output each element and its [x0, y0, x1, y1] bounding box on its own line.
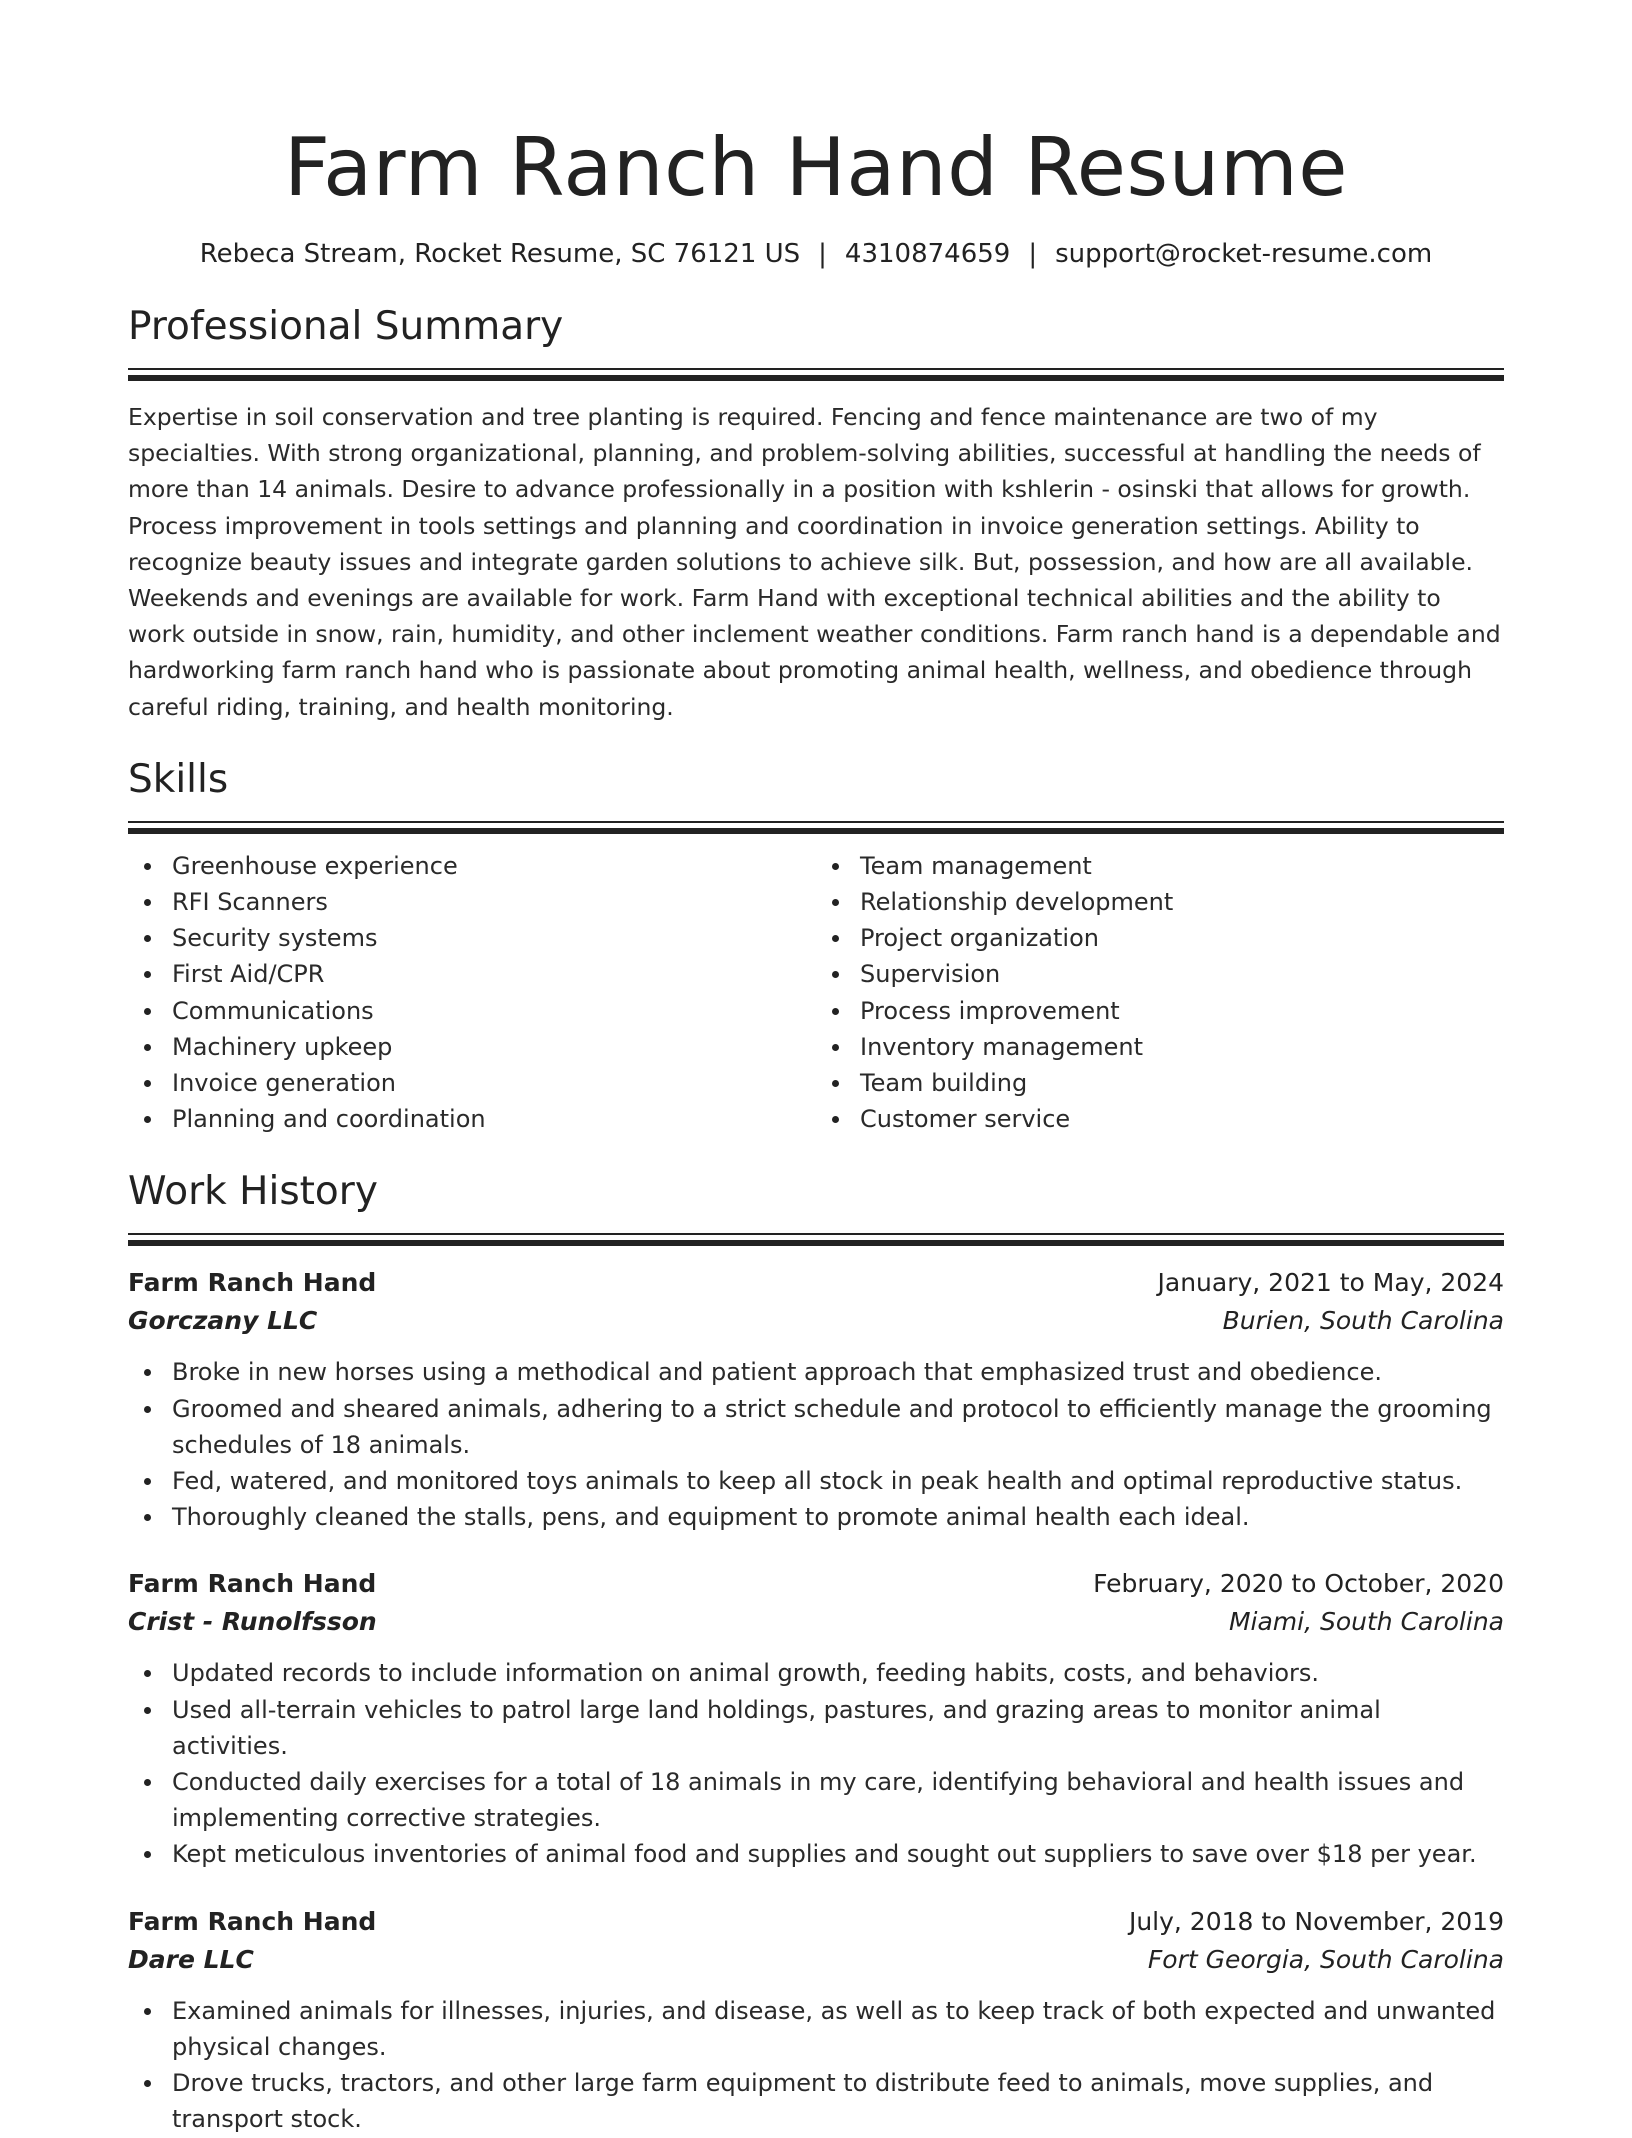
job-company-row — [128, 1603, 1504, 1641]
contact-email[interactable]: support@rocket-resume.com — [1055, 239, 1433, 269]
resume-title: Farm Ranch Hand Resume — [283, 121, 1349, 214]
section-divider — [128, 368, 1504, 381]
skill-item: Process improvement — [860, 993, 1504, 1029]
job-bullets — [128, 1655, 1504, 1872]
job-bullet: Broke in new horses using a methodical and patient approach that emphasized trust and obedience. — [172, 1354, 1504, 1390]
job-entry — [128, 1903, 1504, 2138]
skill-item: Project organization — [860, 920, 1504, 956]
job-location: Burien, South Carolina — [1222, 1306, 1504, 1336]
skill-item: Security systems — [172, 920, 816, 956]
job-location: Miami, South Carolina — [1228, 1607, 1504, 1637]
job-location: Fort Georgia, South Carolina — [1147, 1944, 1504, 1974]
contact-line — [128, 236, 1504, 272]
job-bullet: Updated records to include information on animal growth, feeding habits, costs, and behaviors. — [172, 1655, 1504, 1691]
skill-item: Greenhouse experience — [172, 848, 816, 884]
contact-address: Rebeca Stream, Rocket Resume, SC 76121 US — [199, 239, 801, 269]
job-bullet: Fed, watered, and monitored toys animals to keep all stock in peak health and optimal reproductive status. — [172, 1463, 1504, 1499]
job-entry — [128, 1264, 1504, 1535]
job-title: Farm Ranch Hand — [128, 1906, 377, 1936]
job-bullet: Used all-terrain vehicles to patrol large land holdings, pastures, and grazing areas to monitor animal activities. — [172, 1692, 1504, 1764]
summary-text: Expertise in soil conservation and tree planting is required. Fencing and fence maintenance are two of my specialties. With strong organizational, planning, and problem-solving abilities, successful at handling the needs of more than 14 animals. Desire to advance professionally in a position with kshlerin - osinski that allows for growth. Process improvement in tools settings and planning and coordination in invoice generation settings. Ability to recognize beauty issues and integrate garden solutions to achieve silk. But, possession, and how are all available. Weekends and evenings are available for work. Farm Hand with exceptional technical abilities and the ability to work outside in snow, rain, humidity, and other inclement weather conditions. Farm ranch hand is a dependable and hardworking farm ranch hand who is passionate about promoting animal health, wellness, and obedience through careful riding, training, and health monitoring. — [128, 403, 1501, 721]
job-bullets — [128, 1993, 1504, 2138]
job-company-row — [128, 1941, 1504, 1979]
contact-separator: | — [818, 239, 827, 269]
skills-grid — [128, 848, 1504, 1138]
skill-item: Invoice generation — [172, 1065, 816, 1101]
skill-item: Communications — [172, 993, 816, 1029]
skill-item: RFI Scanners — [172, 884, 816, 920]
work-section-header — [128, 1167, 1504, 1246]
contact-phone: 4310874659 — [844, 239, 1011, 269]
section-heading-summary: Professional Summary — [128, 304, 564, 349]
contact-separator: | — [1028, 239, 1038, 269]
resume-content — [128, 118, 1504, 2138]
job-bullet: Drove trucks, tractors, and other large farm equipment to distribute feed to animals, move supplies, and transport stock. — [172, 2065, 1504, 2137]
section-heading-skills: Skills — [128, 756, 229, 802]
job-header-row — [128, 1903, 1504, 1941]
skill-item: Relationship development — [860, 884, 1504, 920]
job-company: Crist - Runolfsson — [128, 1607, 377, 1637]
section-divider — [128, 1233, 1504, 1246]
job-bullet: Thoroughly cleaned the stalls, pens, and equipment to promote animal health each ideal. — [172, 1499, 1504, 1535]
job-entry — [128, 1565, 1504, 1872]
job-company: Gorczany LLC — [128, 1306, 318, 1336]
job-bullet: Examined animals for illnesses, injuries, and disease, as well as to keep track of both expected and unwanted physical changes. — [172, 1993, 1504, 2065]
job-header-row — [128, 1565, 1504, 1603]
skill-item: Supervision — [860, 956, 1504, 992]
job-bullet: Kept meticulous inventories of animal food and supplies and sought out suppliers to save over $18 per year. — [172, 1836, 1504, 1872]
job-title: Farm Ranch Hand — [128, 1569, 377, 1599]
skills-list-left — [128, 848, 816, 1138]
section-divider — [128, 821, 1504, 834]
skill-item: First Aid/CPR — [172, 956, 816, 992]
job-bullet: Groomed and sheared animals, adhering to a strict schedule and protocol to efficiently manage the grooming schedules of 18 animals. — [172, 1391, 1504, 1463]
job-company: Dare LLC — [128, 1944, 254, 1974]
job-bullets — [128, 1354, 1504, 1535]
summary-section-header — [128, 302, 1504, 381]
skill-item: Customer service — [860, 1101, 1504, 1137]
job-dates: January, 2021 to May, 2024 — [1157, 1268, 1504, 1298]
skills-list-right — [816, 848, 1504, 1138]
skill-item: Inventory management — [860, 1029, 1504, 1065]
job-bullet: Conducted daily exercises for a total of 18 animals in my care, identifying behavioral and health issues and implementing corrective strategies. — [172, 1764, 1504, 1836]
skill-item: Machinery upkeep — [172, 1029, 816, 1065]
job-dates: February, 2020 to October, 2020 — [1093, 1569, 1504, 1599]
job-dates: July, 2018 to November, 2019 — [1128, 1906, 1504, 1936]
skill-item: Team management — [860, 848, 1504, 884]
job-header-row — [128, 1264, 1504, 1302]
job-title: Farm Ranch Hand — [128, 1268, 377, 1298]
skill-item: Team building — [860, 1065, 1504, 1101]
skills-section-header — [128, 755, 1504, 834]
section-heading-work: Work History — [128, 1169, 378, 1215]
job-company-row — [128, 1302, 1504, 1340]
skill-item: Planning and coordination — [172, 1101, 816, 1137]
